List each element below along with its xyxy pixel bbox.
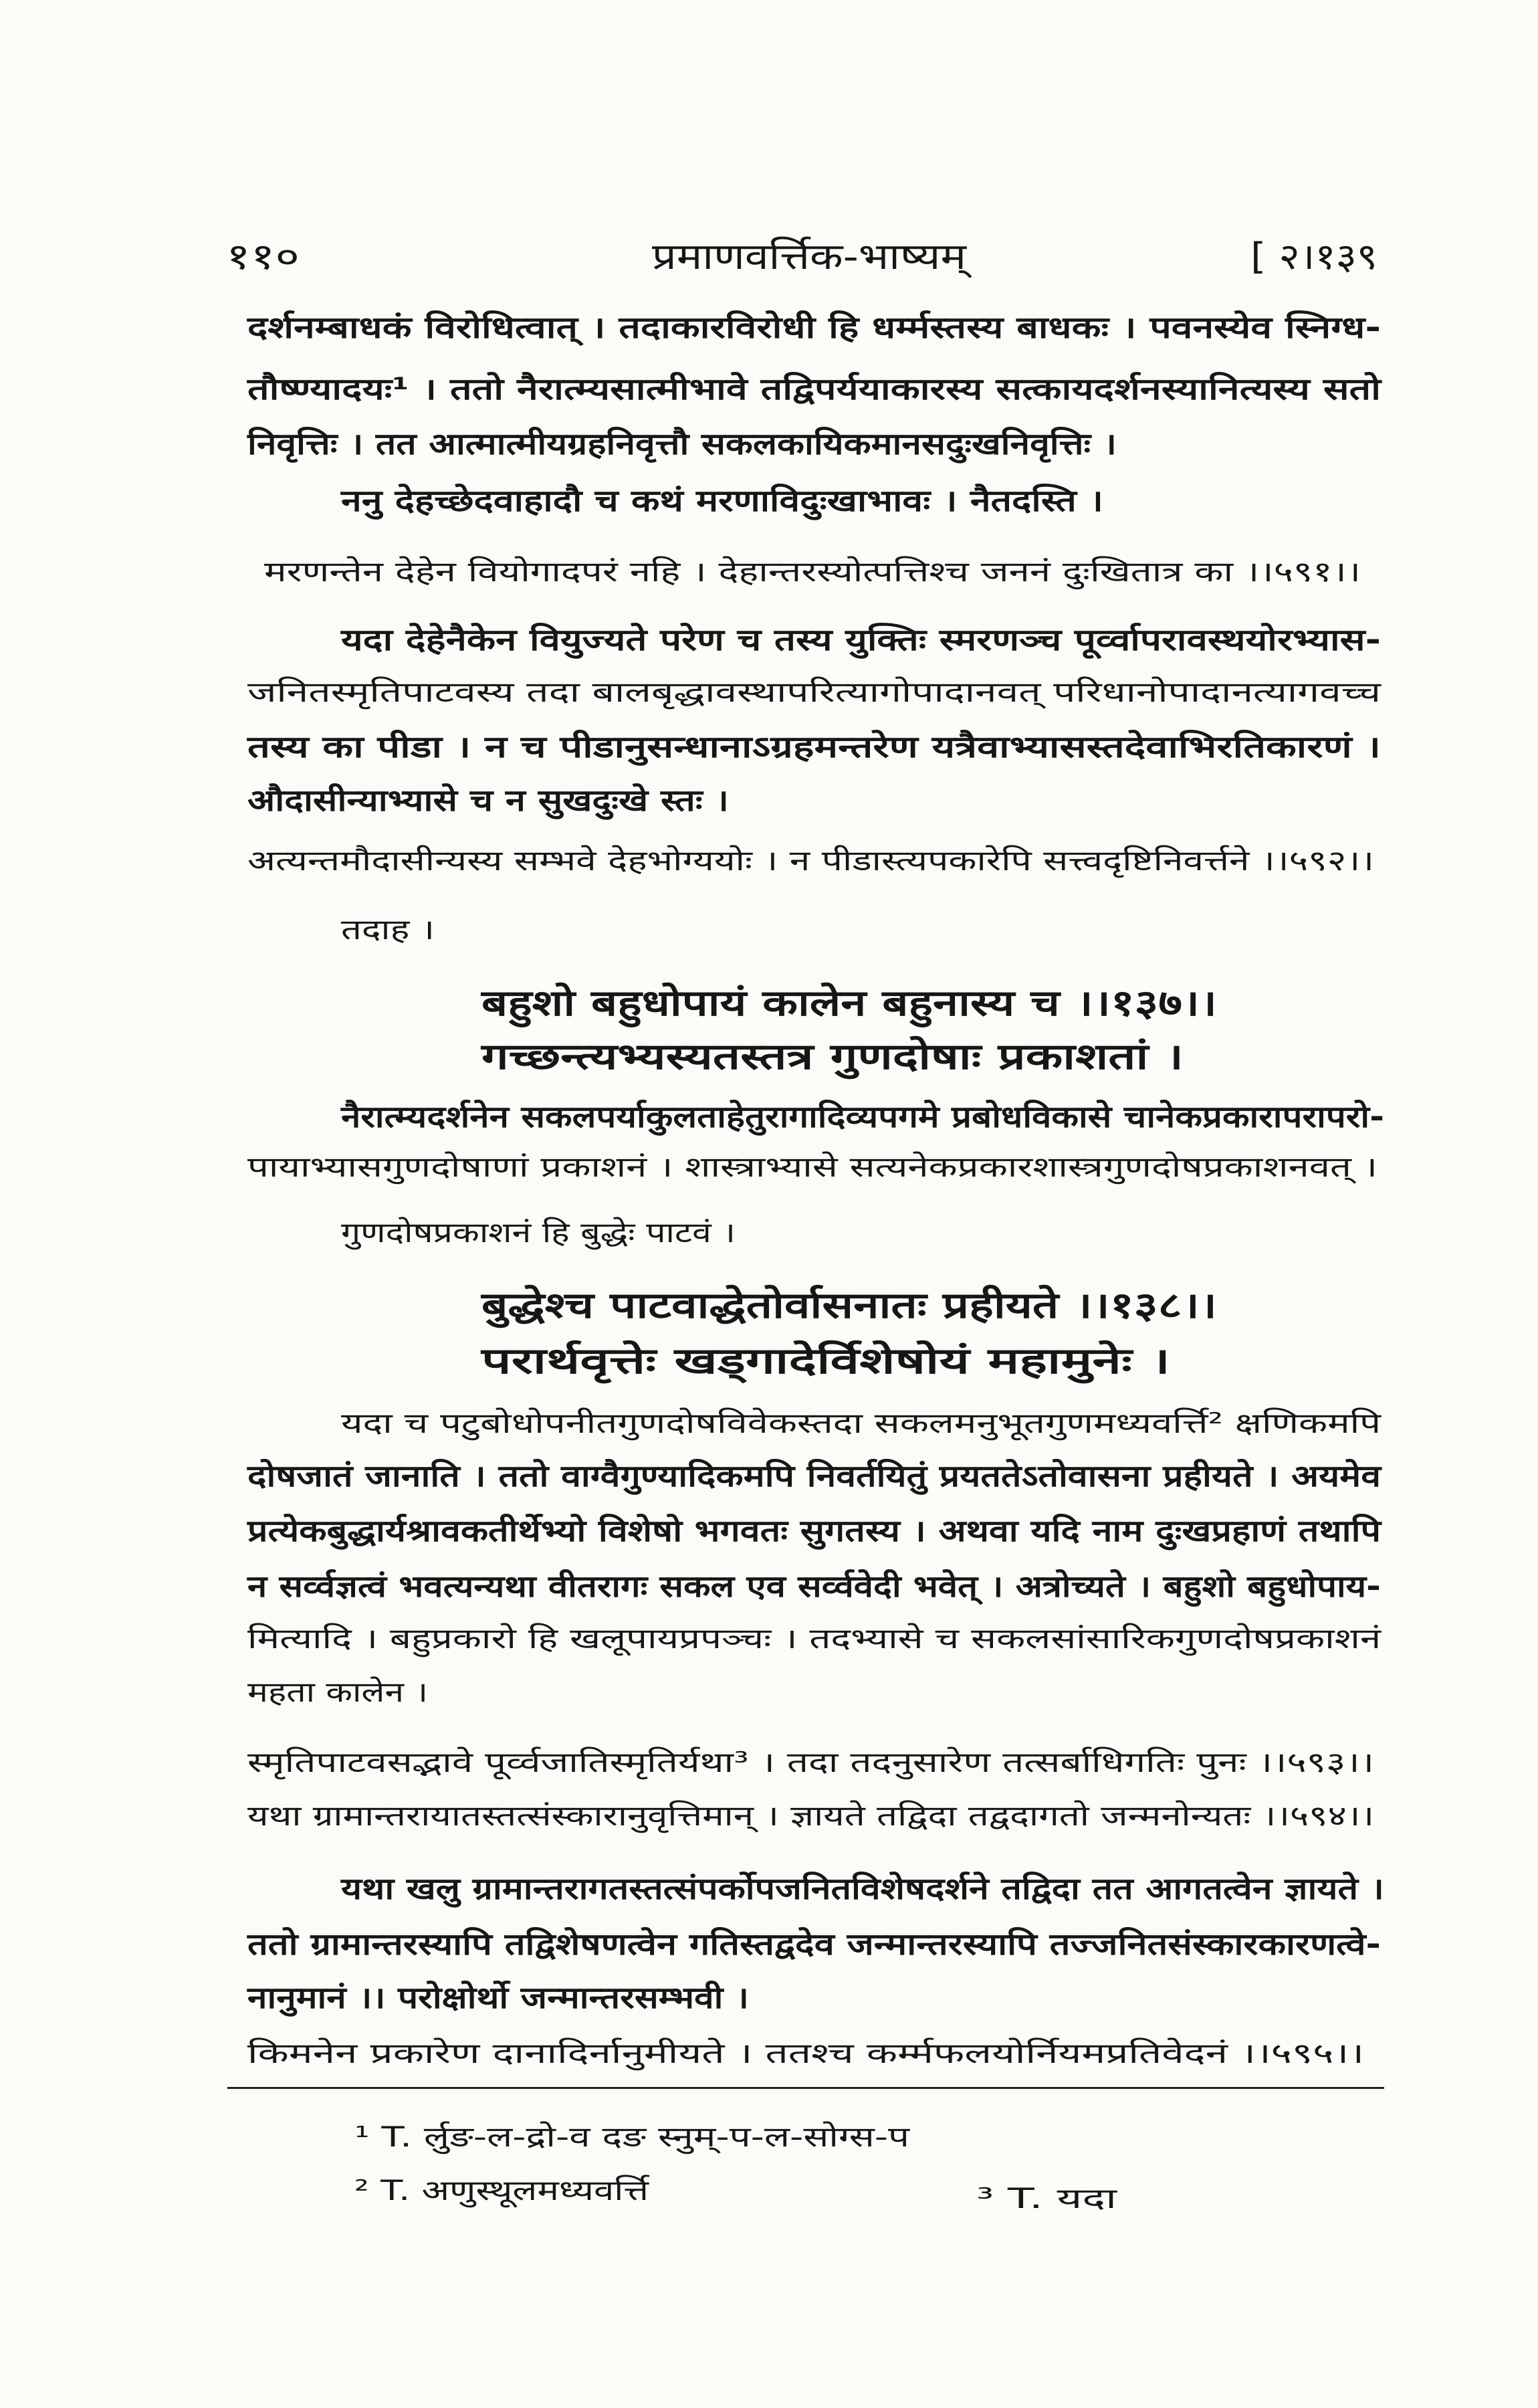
- text-line: तदाह ।: [341, 913, 435, 946]
- running-title: प्रमाणवर्त्तिक-भाष्यम्: [652, 235, 966, 278]
- section-reference: [ २।१३९: [1250, 235, 1378, 278]
- verse-line: किमनेन प्रकारेण दानादिर्नानुमीयते । ततश्च कर्म्मफलयोर्नियमप्रतिवेदनं ।।५९५।।: [247, 2037, 1364, 2070]
- text-line: महता कालेन ।: [247, 1676, 428, 1708]
- text-line: यदा च पटुबोधोपनीतगुणदोषविवेकस्तदा सकलमनुभूतगुणमध्यवर्त्ति² क्षणिकमपि: [341, 1407, 1381, 1439]
- text-line: तस्य का पीडा । न च पीडानुसन्धानाऽग्रहमन्तरेण यत्रैवाभ्यासस्तदेवाभिरतिकारणं ।: [247, 729, 1381, 765]
- karika-line: गच्छन्त्यभ्यस्यतस्तत्र गुणदोषाः प्रकाशतां ।: [481, 1035, 1184, 1078]
- verse-line: मरणन्तेन देहेन वियोगादपरं नहि । देहान्तरस्योत्पत्तिश्च जननं दुःखितात्र का ।।५९१।।: [264, 555, 1361, 588]
- footnote-3: ³ T. यदा: [976, 2182, 1117, 2215]
- text-line: निवृत्तिः । तत आत्मात्मीयग्रहनिवृत्तौ सकलकायिकमानसदुःखनिवृत्तिः ।: [247, 426, 1117, 462]
- text-line: नैरात्म्यदर्शनेन सकलपर्याकुलताहेतुरागादिव्यपगमे प्रबोधविकासे चानेकप्रकारापरापरो-: [341, 1099, 1384, 1134]
- verse-line: अत्यन्तमौदासीन्यस्य सम्भवे देहभोग्ययोः । न पीडास्त्यपकारेपि सत्त्वदृष्टिनिवर्त्तने ।।५९२।।: [247, 844, 1374, 877]
- text-line: ननु देहच्छेदवाहादौ च कथं मरणाविदुःखाभावः । नैतदस्ति ।: [341, 483, 1103, 518]
- text-line: दोषजातं जानाति । ततो वाग्वैगुण्यादिकमपि निवर्तयितुं प्रयततेऽतोवासना प्रहीयते । अयमेव: [247, 1458, 1381, 1494]
- text-line: दर्शनम्बाधकं विरोधित्वात् । तदाकारविरोधी हि धर्म्मस्तस्य बाधकः । पवनस्येव स्निग्ध-: [247, 310, 1381, 345]
- text-line: गुणदोषप्रकाशनं हि बुद्धेः पाटवं ।: [341, 1216, 736, 1249]
- karika-line: परार्थवृत्तेः खड्गादेर्विशेषोयं महामुनेः ।: [481, 1340, 1170, 1382]
- text-line: जनितस्मृतिपाटवस्य तदा बालबृद्धावस्थापरित्यागोपादानवत् परिधानोपादानत्यागवच्च: [247, 676, 1381, 708]
- footnote-1: ¹ T. र्लुङ-ल-द्रो-व दङ स्नुम्-प-ल-सोग्स-प: [354, 2120, 909, 2153]
- verse-line: यथा ग्रामान्तरायातस्तत्संस्कारानुवृत्तिमान् । ज्ञायते तद्विदा तद्वदागतो जन्मनोन्यतः ।।५९४।।: [247, 1799, 1374, 1832]
- page-number: ११०: [226, 235, 300, 278]
- text-line: यथा खलु ग्रामान्तरागतस्तत्संपर्कोपजनितविशेषदर्शने तद्विदा तत आगतत्वेन ज्ञायते ।: [341, 1871, 1384, 1906]
- text-line: प्रत्येकबुद्धार्यश्रावकतीर्थेभ्यो विशेषो भगवतः सुगतस्य । अथवा यदि नाम दुःखप्रहाणं तथापि: [247, 1513, 1381, 1548]
- karika-line: बहुशो बहुधोपायं कालेन बहुनास्य च ।।१३७।।: [481, 982, 1217, 1024]
- text-line: ततो ग्रामान्तरस्यापि तद्विशेषणत्वेन गतिस्तद्वदेव जन्मान्तरस्यापि तज्जनितसंस्कारकारणत्वे-: [247, 1926, 1381, 1962]
- text-line: मित्यादि । बहुप्रकारो हि खलूपायप्रपञ्चः । तदभ्यासे च सकलसांसारिकगुणदोषप्रकाशनं: [247, 1622, 1381, 1655]
- footnote-divider: [227, 2087, 1384, 2089]
- karika-line: बुद्धेश्च पाटवाद्धेतोर्वासनातः प्रहीयते ।।१३८।।: [481, 1284, 1217, 1326]
- text-line: तौष्ण्यादयः¹ । ततो नैरात्म्यसात्मीभावे तद्विपर्ययाकारस्य सत्कायदर्शनस्यानित्यस्य सतो: [247, 371, 1381, 407]
- text-line: नानुमानं ।। परोक्षोर्थो जन्मान्तरसम्भवी ।: [247, 1980, 749, 2015]
- text-line: पायाभ्यासगुणदोषाणां प्रकाशनं । शास्त्राभ्यासे सत्यनेकप्रकारशास्त्रगुणदोषप्रकाशनवत् ।: [247, 1150, 1378, 1183]
- text-line: औदासीन्याभ्यासे च न सुखदुःखे स्तः ।: [247, 783, 729, 818]
- text-line: यदा देहेनैकेन वियुज्यते परेण च तस्य युक्तिः स्मरणञ्च पूर्व्वापरावस्थयोरभ्यास-: [341, 622, 1381, 658]
- verse-line: स्मृतिपाटवसद्भावे पूर्व्वजातिस्मृतिर्यथा³ । तदा तदनुसारेण तत्सर्बाधिगतिः पुनः ।।५९३।।: [247, 1746, 1374, 1779]
- text-line: न सर्व्वज्ञत्वं भवत्यन्यथा वीतरागः सकल एव सर्व्ववेदी भवेत् । अत्रोच्यते । बहुशो बहुधोपाय-: [247, 1569, 1381, 1604]
- footnote-2: ² T. अणुस्थूलमध्यवर्त्ति: [354, 2174, 649, 2207]
